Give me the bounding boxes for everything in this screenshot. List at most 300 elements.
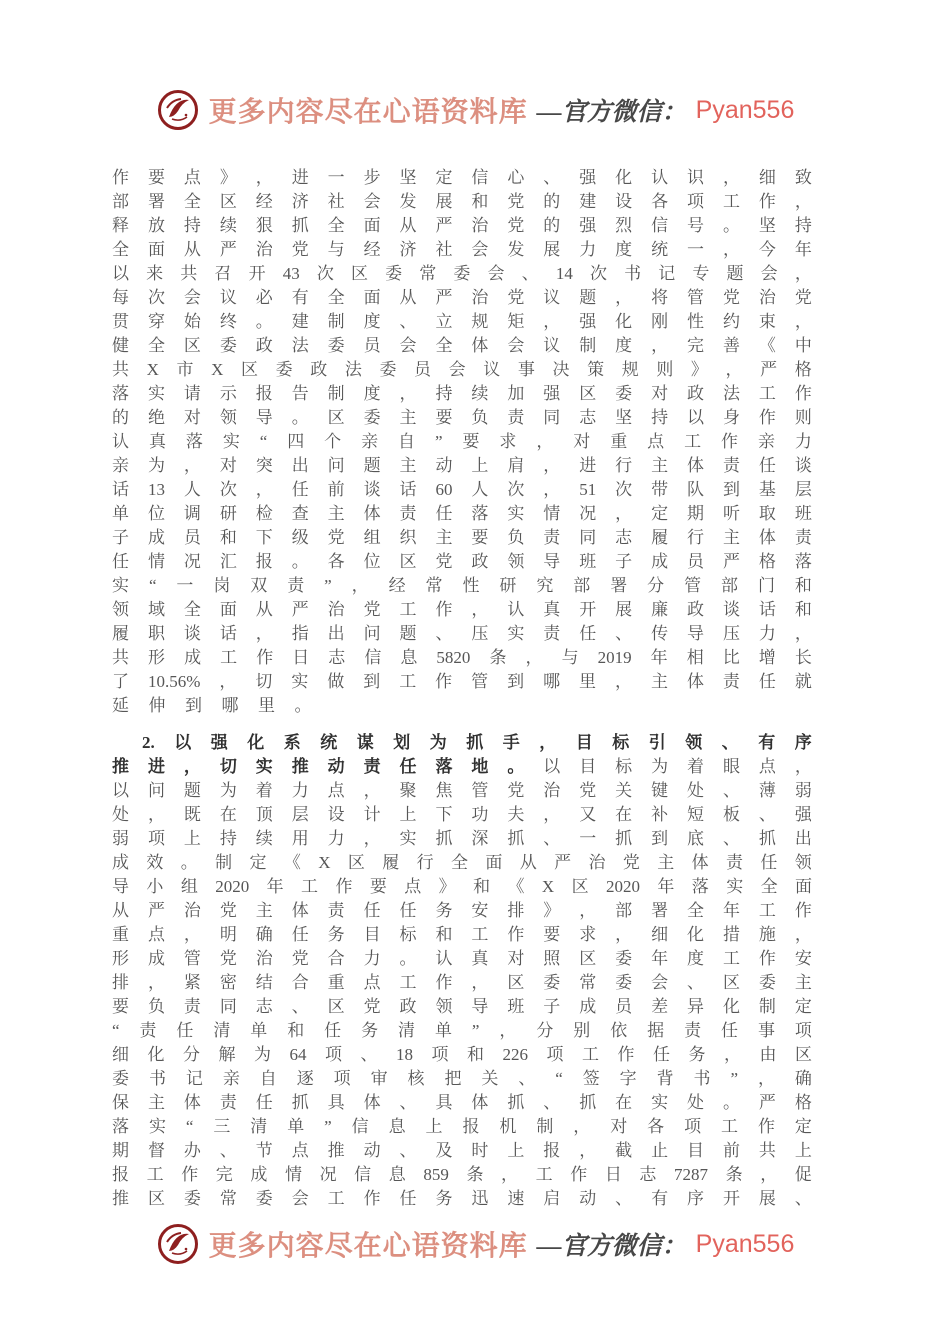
text-token: 发 xyxy=(507,240,525,259)
text-line xyxy=(112,598,812,622)
text-token: 51 xyxy=(579,480,597,499)
text-token: 体 xyxy=(183,1093,201,1112)
text-token: 工 xyxy=(684,432,702,451)
text-token: 作 xyxy=(794,384,812,403)
text-token: 到 xyxy=(363,672,381,691)
text-token: 板 xyxy=(722,805,740,824)
text-token: ” xyxy=(324,1117,332,1136)
text-token: 志 xyxy=(328,648,346,667)
text-token: 委 xyxy=(615,384,633,403)
text-token: 党 xyxy=(435,552,453,571)
text-token: 目 xyxy=(579,757,597,776)
text-token: 面 xyxy=(363,216,381,235)
text-token: 主 xyxy=(327,504,345,523)
text-token: 以 xyxy=(112,264,129,283)
text-token: 认 xyxy=(435,949,453,968)
text-token: 党 xyxy=(507,781,525,800)
text-token: 落 xyxy=(185,432,203,451)
text-token: 亲 xyxy=(222,1069,240,1088)
text-token: 面 xyxy=(219,600,237,619)
text-line xyxy=(112,166,812,190)
text-token: 工 xyxy=(327,1189,345,1208)
text-token: 署 xyxy=(610,576,628,595)
text-token: 确 xyxy=(794,1069,812,1088)
text-token: 抓 xyxy=(507,829,525,848)
text-token: 党 xyxy=(507,192,525,211)
text-token: 各 xyxy=(647,1117,665,1136)
text-token: 从 xyxy=(519,853,537,872)
text-token: 重 xyxy=(610,432,628,451)
text-token: 问 xyxy=(363,624,381,643)
text-token: 逐 xyxy=(296,1069,314,1088)
text-token: 化 xyxy=(687,925,704,944)
text-token: 成 xyxy=(651,552,669,571)
text-token: 常 xyxy=(419,264,437,283)
text-token: 调 xyxy=(183,504,201,523)
text-token: 重 xyxy=(112,925,129,944)
text-token: 动 xyxy=(435,456,453,475)
text-line xyxy=(112,899,812,923)
text-line xyxy=(112,310,812,334)
text-token: 求 xyxy=(499,432,517,451)
text-token: 、 xyxy=(521,264,539,283)
text-token: 会 xyxy=(760,264,778,283)
text-token: 市 xyxy=(176,360,194,379)
text-token: 政 xyxy=(687,600,704,619)
text-token: 推 xyxy=(327,1141,345,1160)
text-token: 作 xyxy=(617,1045,635,1064)
text-token: 一 xyxy=(327,168,345,187)
text-token: 具 xyxy=(327,1093,345,1112)
text-token: 化 xyxy=(615,312,633,331)
watermark-footer xyxy=(0,1218,950,1270)
text-token: 2020 xyxy=(215,877,250,896)
text-token: 开 xyxy=(248,264,266,283)
text-token: 、 xyxy=(435,624,453,643)
text-token: 会 xyxy=(471,240,489,259)
text-token: 信 xyxy=(364,648,382,667)
text-token: 排 xyxy=(507,901,525,920)
text-token: 责 xyxy=(327,901,345,920)
text-token: 岗 xyxy=(213,576,231,595)
text-token: 条 xyxy=(466,1165,484,1184)
text-token: 清 xyxy=(250,1117,268,1136)
text-token: 形 xyxy=(112,949,129,968)
text-token: 化 xyxy=(722,997,740,1016)
text-token: 区 xyxy=(722,973,740,992)
text-token: 员 xyxy=(414,360,432,379)
text-token: 坚 xyxy=(758,216,776,235)
document-body xyxy=(112,166,812,1211)
text-token: 18 xyxy=(396,1045,413,1064)
text-token: 政 xyxy=(255,336,273,355)
text-token: 点 xyxy=(363,973,381,992)
text-token: 展 xyxy=(543,240,561,259)
text-token: 子 xyxy=(615,552,633,571)
text-token: 从 xyxy=(399,216,417,235)
text-token: 工 xyxy=(721,1117,739,1136)
text-token: 突 xyxy=(255,456,273,475)
text-token: 有 xyxy=(651,1189,669,1208)
text-token: 导 xyxy=(543,552,561,571)
text-token: 着 xyxy=(255,781,273,800)
text-token: 成 xyxy=(112,853,129,872)
text-token: 出 xyxy=(794,829,812,848)
brand-logo-icon xyxy=(156,88,200,132)
text-token: 力 xyxy=(291,781,309,800)
text-token: 作 xyxy=(757,1117,775,1136)
text-token: 责 xyxy=(543,624,561,643)
text-token: ， xyxy=(757,1069,775,1088)
text-token: 《 xyxy=(283,853,301,872)
text-token: 工 xyxy=(399,672,417,691)
text-token: 力 xyxy=(327,829,345,848)
text-token: 区 xyxy=(347,853,365,872)
text-token: 度 xyxy=(615,336,633,355)
text-token: 体 xyxy=(471,336,489,355)
text-token: 层 xyxy=(291,805,309,824)
text-token: 门 xyxy=(757,576,775,595)
text-token: 绝 xyxy=(147,408,165,427)
text-token: ” xyxy=(471,1021,480,1040)
text-token: ， xyxy=(794,312,812,331)
text-token: 工 xyxy=(722,949,740,968)
text-token: 政 xyxy=(471,552,489,571)
text-token: 定 xyxy=(435,168,453,187)
text-token: 、 xyxy=(722,781,740,800)
text-token: 谈 xyxy=(363,480,381,499)
text-token: 党 xyxy=(507,288,525,307)
text-token: 点 xyxy=(758,757,776,776)
text-token: 实 xyxy=(222,432,240,451)
text-token: 把 xyxy=(444,1069,462,1088)
text-token: 息 xyxy=(400,648,418,667)
text-token: 里 xyxy=(579,672,597,691)
text-token: 决 xyxy=(552,360,570,379)
text-token: 引 xyxy=(648,733,666,752)
text-token: 截 xyxy=(615,1141,633,1160)
text-line xyxy=(112,875,812,899)
brand-logo-icon xyxy=(156,1222,200,1266)
text-token: 对 xyxy=(651,384,669,403)
text-token: 主 xyxy=(794,973,812,992)
text-token: 员 xyxy=(615,997,633,1016)
text-token: 展 xyxy=(435,192,453,211)
text-token: 紧 xyxy=(183,973,201,992)
text-token: 为 xyxy=(219,781,237,800)
text-token: 抓 xyxy=(579,1093,597,1112)
text-token: 认 xyxy=(112,432,129,451)
text-token: “ xyxy=(112,1021,120,1040)
text-token: 员 xyxy=(687,552,704,571)
text-token: 号 xyxy=(687,216,704,235)
text-token: 细 xyxy=(112,1045,129,1064)
text-line xyxy=(112,779,812,803)
text-token: 强 xyxy=(579,312,597,331)
text-token: 的 xyxy=(112,408,129,427)
text-token: 展 xyxy=(758,1189,776,1208)
text-token: 则 xyxy=(794,408,812,427)
text-token: 次 xyxy=(219,480,237,499)
text-token: 工 xyxy=(758,901,776,920)
text-token: 从 xyxy=(255,600,273,619)
text-token: 点 xyxy=(647,432,665,451)
text-token: 次 xyxy=(507,480,525,499)
text-token: 策 xyxy=(587,360,605,379)
text-token: 会 xyxy=(448,360,466,379)
text-token: 落 xyxy=(112,1117,129,1136)
text-token: 小 xyxy=(146,877,164,896)
text-token: ， xyxy=(255,624,273,643)
text-token: 体 xyxy=(291,901,309,920)
text-token: 汇 xyxy=(219,552,237,571)
text-token: 又 xyxy=(579,805,597,824)
text-token: 导 xyxy=(255,408,273,427)
text-token: 开 xyxy=(579,600,597,619)
text-token: 班 xyxy=(794,504,812,523)
text-token: 分 xyxy=(536,1021,554,1040)
text-token: 项 xyxy=(325,1045,342,1064)
text-token: 统 xyxy=(651,240,669,259)
text-token: 抓 xyxy=(291,216,309,235)
text-token: 治 xyxy=(471,288,489,307)
watermark-account: Pyan556 xyxy=(695,95,795,124)
text-token: 刚 xyxy=(651,312,669,331)
text-token: 肩 xyxy=(507,456,525,475)
text-token: 作 xyxy=(435,672,453,691)
text-token: 功 xyxy=(471,805,489,824)
text-line xyxy=(112,238,812,262)
text-token: 持 xyxy=(794,216,812,235)
text-token: 要 xyxy=(112,997,129,1016)
text-token: ， xyxy=(501,1165,519,1184)
text-token: 束 xyxy=(758,312,776,331)
text-token: 持 xyxy=(183,216,201,235)
text-token: 人 xyxy=(183,480,201,499)
watermark-header xyxy=(0,84,950,136)
text-token: 责 xyxy=(722,672,740,691)
text-token: 基 xyxy=(758,480,776,499)
text-token: 工 xyxy=(535,1165,553,1184)
text-token: 区 xyxy=(147,1189,165,1208)
text-token: 照 xyxy=(543,949,561,968)
text-token: 究 xyxy=(536,576,554,595)
text-token: 标 xyxy=(399,925,417,944)
text-token: 记 xyxy=(658,264,676,283)
text-token: 对 xyxy=(183,408,201,427)
text-token: 处 xyxy=(687,1093,704,1112)
text-token: X xyxy=(318,853,331,872)
text-token: 续 xyxy=(471,384,489,403)
text-token: 谈 xyxy=(722,600,740,619)
text-token: 建 xyxy=(579,192,597,211)
text-token: 、 xyxy=(794,1189,812,1208)
text-token: 党 xyxy=(794,288,812,307)
text-token: 题 xyxy=(726,264,744,283)
text-token: 为 xyxy=(147,456,165,475)
text-token: 立 xyxy=(435,312,453,331)
text-token: 的 xyxy=(543,216,561,235)
text-token: 实 xyxy=(507,504,525,523)
text-token: 狠 xyxy=(255,216,273,235)
text-token: 制 xyxy=(758,997,776,1016)
text-token: 负 xyxy=(507,528,525,547)
text-token: 区 xyxy=(399,552,417,571)
text-token: 续 xyxy=(219,216,237,235)
text-token: 任 xyxy=(255,1093,273,1112)
text-token: 弱 xyxy=(794,781,812,800)
text-token: 健 xyxy=(112,336,129,355)
text-token: 任 xyxy=(291,480,309,499)
text-token: 哪 xyxy=(543,672,561,691)
text-token: 力 xyxy=(363,949,381,968)
text-token: 14 xyxy=(555,264,573,283)
text-token: 步 xyxy=(363,168,381,187)
text-token: 作 xyxy=(256,648,274,667)
text-token: 在 xyxy=(615,805,633,824)
text-token: 真 xyxy=(471,949,489,968)
text-token: 64 xyxy=(289,1045,307,1064)
text-token: 有 xyxy=(758,733,776,752)
text-token: 薄 xyxy=(758,781,776,800)
text-token: 以 xyxy=(687,408,704,427)
text-token: ， xyxy=(543,480,561,499)
text-line xyxy=(112,947,812,971)
text-token: 工 xyxy=(399,973,417,992)
text-token: 细 xyxy=(651,925,669,944)
text-token: 差 xyxy=(651,997,669,1016)
text-token: 约 xyxy=(722,312,740,331)
text-line xyxy=(112,286,812,310)
text-line xyxy=(112,430,812,454)
text-token: 严 xyxy=(435,216,453,235)
text-token: 推 xyxy=(291,757,309,776)
text-token: 标 xyxy=(615,757,633,776)
text-token: 委 xyxy=(327,336,345,355)
text-token: 细 xyxy=(758,168,776,187)
text-token: 作 xyxy=(507,925,525,944)
text-token: 。 xyxy=(291,408,309,427)
text-token: 到 xyxy=(185,696,202,715)
text-token: 传 xyxy=(651,624,669,643)
text-token: 年 xyxy=(657,877,675,896)
text-token: 法 xyxy=(722,384,740,403)
text-token: 常 xyxy=(219,1189,237,1208)
text-token: 严 xyxy=(760,360,778,379)
text-token: 问 xyxy=(327,456,345,475)
text-token: 进 xyxy=(291,168,309,187)
text-line xyxy=(112,1043,812,1067)
text-token: 及 xyxy=(435,1141,453,1160)
text-line xyxy=(112,923,812,947)
text-token: 履 xyxy=(112,624,129,643)
text-token: 强 xyxy=(543,384,561,403)
text-token: 事 xyxy=(757,1021,775,1040)
text-token: 抓 xyxy=(435,829,453,848)
text-token: 委 xyxy=(385,264,403,283)
text-token: 指 xyxy=(291,624,309,643)
text-token: 书 xyxy=(624,264,642,283)
text-token: 管 xyxy=(471,672,489,691)
text-token: 成 xyxy=(147,528,165,547)
text-line xyxy=(112,731,812,755)
text-token: ， xyxy=(543,456,561,475)
text-token: 任 xyxy=(112,552,129,571)
text-token: 委 xyxy=(255,1189,273,1208)
text-token: 事 xyxy=(517,360,535,379)
text-token: 上 xyxy=(183,829,201,848)
text-token: 报 xyxy=(543,1141,561,1160)
text-token: ， xyxy=(722,240,740,259)
text-token: 委 xyxy=(275,360,293,379)
text-token: 子 xyxy=(543,997,561,1016)
text-token: 加 xyxy=(507,384,525,403)
text-token: 、 xyxy=(399,312,417,331)
text-token: ， xyxy=(525,648,543,667)
text-token: 队 xyxy=(687,480,704,499)
text-token: 一 xyxy=(687,240,704,259)
text-token: 成 xyxy=(579,997,597,1016)
text-token: 济 xyxy=(291,192,309,211)
text-token: 全 xyxy=(435,336,453,355)
text-token: 明 xyxy=(219,925,237,944)
text-token: 项 xyxy=(687,192,704,211)
text-token: 个 xyxy=(324,432,342,451)
text-token: 责 xyxy=(726,853,744,872)
text-token: 负 xyxy=(147,997,165,1016)
text-token: 确 xyxy=(255,925,273,944)
text-token: 主 xyxy=(255,901,273,920)
text-token: 次 xyxy=(589,264,607,283)
text-token: 具 xyxy=(435,1093,453,1112)
text-token: ， xyxy=(255,480,273,499)
text-token: 自 xyxy=(259,1069,277,1088)
text-token: 、 xyxy=(721,733,739,752)
text-token: 建 xyxy=(291,312,309,331)
text-token: 定 xyxy=(249,853,267,872)
text-line xyxy=(112,1139,812,1163)
text-token: 从 xyxy=(183,240,201,259)
text-token: 续 xyxy=(255,829,273,848)
text-token: 为 xyxy=(429,733,447,752)
text-token: 背 xyxy=(656,1069,674,1088)
text-token: 分 xyxy=(183,1045,200,1064)
watermark-text: 更多内容尽在心语资料库 xyxy=(208,1231,528,1262)
text-token: 党 xyxy=(363,997,381,1016)
text-token: ” xyxy=(324,576,332,595)
text-token: 真 xyxy=(543,600,561,619)
text-token: 格 xyxy=(794,360,812,379)
text-token: 实 xyxy=(507,624,525,643)
text-token: 信 xyxy=(354,1165,372,1184)
text-token: 将 xyxy=(651,288,669,307)
text-token: 志 xyxy=(639,1165,657,1184)
text-token: 密 xyxy=(219,973,237,992)
text-token: 统 xyxy=(320,733,338,752)
text-token: 要 xyxy=(435,408,453,427)
text-token: 工 xyxy=(399,600,417,619)
text-token: 抓 xyxy=(507,1093,525,1112)
text-token: 制 xyxy=(327,312,345,331)
paragraph xyxy=(112,166,812,718)
text-token: 完 xyxy=(215,1165,233,1184)
text-line xyxy=(112,670,812,694)
text-token: 亲 xyxy=(361,432,379,451)
text-token: 签 xyxy=(582,1069,600,1088)
text-token: 进 xyxy=(579,456,597,475)
text-token: 落 xyxy=(112,384,129,403)
text-token: 报 xyxy=(112,1165,129,1184)
